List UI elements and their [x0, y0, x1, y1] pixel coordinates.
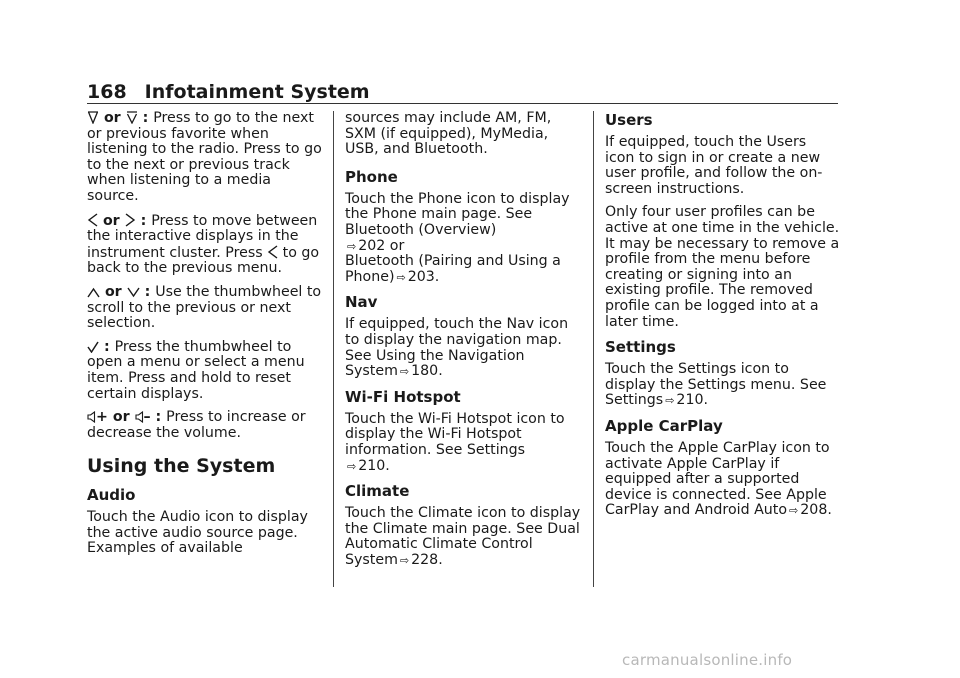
climate-paragraph: Touch the Climate icon to display the Climate main page. See Dual Automatic Climate Control System ⇨ 228.	[345, 505, 581, 568]
heading-users: Users	[605, 111, 653, 129]
settings-paragraph: Touch the Settings icon to display the Settings menu. See Settings ⇨ 210.	[605, 361, 827, 409]
heading-apple-carplay: Apple CarPlay	[605, 416, 723, 435]
thumbwheel-scroll-paragraph: or : Use the thumbwheel to scroll to the previous or next selection.	[87, 283, 322, 332]
column-2	[345, 111, 585, 576]
page-ref-arrow-icon: ⇨	[347, 239, 357, 253]
nav-paragraph: If equipped, touch the Nav icon to display the navigation map. See Using the Navigation System ⇨ 180.	[345, 316, 569, 380]
cross-reference-link[interactable]: 208.	[800, 502, 832, 519]
chevron-up-icon	[87, 287, 100, 298]
favorite-up-icon	[87, 111, 99, 124]
heading-climate: Climate	[345, 482, 410, 501]
page-ref-arrow-icon: ⇨	[347, 459, 357, 473]
users-paragraph-2: Only four user profiles can be active at one time in the vehicle. It may be necessary to remove a profile from the menu before creating or signing into an existing profile. The removed profile can be logged into at a later time.	[605, 204, 840, 330]
cross-reference-link[interactable]: 203.	[407, 268, 440, 285]
heading-nav: Nav	[345, 293, 378, 312]
wifi-paragraph: Touch the Wi-Fi Hotspot icon to display the Wi-Fi Hotspot information. See Settings ⇨ 210.	[345, 410, 565, 474]
heading-settings: Settings	[605, 338, 676, 357]
thumbwheel-press-paragraph: : Press the thumbwheel to open a menu or select a menu item. Press and hold to reset certain displays.	[87, 338, 305, 402]
carplay-paragraph: Touch the Apple CarPlay icon to activate Apple CarPlay if equipped after a supported device is connected. See Apple CarPlay and Android Auto ⇨ 208.	[605, 439, 832, 519]
phone-paragraph: Touch the Phone icon to display the Phone main page. See Bluetooth (Overview) ⇨ 202 or Bluetooth (Pairing and Using a Phone) ⇨ 203.	[345, 190, 570, 285]
column-3	[605, 111, 840, 527]
page-ref-arrow-icon: ⇨	[789, 504, 799, 518]
cross-reference-link[interactable]: 210.	[358, 457, 390, 474]
favorite-down-icon	[126, 111, 138, 124]
cross-reference-link[interactable]: 202 or	[358, 237, 405, 254]
favorite-buttons-paragraph: or : Press to go to the next or previous favorite when listening to the radio. Press to go to the next or previous track when listening to a media source.	[87, 110, 322, 204]
page-ref-arrow-icon: ⇨	[396, 270, 406, 284]
section-title: Infotainment System	[144, 81, 370, 103]
cross-reference-link[interactable]: 228.	[411, 551, 443, 568]
cross-reference-link[interactable]: 180.	[411, 363, 443, 380]
volume-icon	[135, 411, 144, 423]
volume-paragraph: + or – : Press to increase or decrease the volume.	[87, 409, 306, 441]
column-divider-1	[333, 111, 334, 587]
checkmark-icon	[87, 341, 99, 353]
page-number: 168	[87, 81, 127, 103]
chevron-left-icon	[267, 245, 278, 259]
column-divider-2	[593, 111, 594, 587]
heading-wifi-hotspot: Wi-Fi Hotspot	[345, 387, 461, 406]
audio-paragraph: Touch the Audio icon to display the active audio source page. Examples of available	[87, 509, 308, 557]
audio-paragraph-continued: sources may include AM, FM, SXM (if equipped), MyMedia, USB, and Bluetooth.	[345, 110, 552, 158]
watermark: carmanualsonline.info	[622, 651, 793, 669]
display-buttons-paragraph: or : Press to move between the interactive displays in the instrument cluster. Press to go back to the previous menu.	[87, 212, 320, 277]
page-ref-arrow-icon: ⇨	[399, 365, 410, 379]
page-ref-arrow-icon: ⇨	[399, 553, 410, 567]
chevron-down-icon	[127, 287, 140, 298]
page-ref-arrow-icon: ⇨	[665, 394, 675, 408]
heading-phone: Phone	[345, 167, 398, 186]
volume-icon	[87, 411, 96, 423]
heading-audio: Audio	[87, 486, 136, 505]
users-paragraph-1: If equipped, touch the Users icon to sign in or create a new user profile, and follow the on-screen instructions.	[605, 134, 823, 197]
chevron-left-icon	[87, 213, 98, 227]
page-header	[87, 80, 838, 104]
header-rule	[87, 103, 838, 104]
column-1	[87, 111, 327, 565]
cross-reference-link[interactable]: 210.	[676, 392, 709, 409]
chevron-right-icon	[125, 213, 136, 227]
heading-using-the-system: Using the System	[87, 455, 276, 478]
